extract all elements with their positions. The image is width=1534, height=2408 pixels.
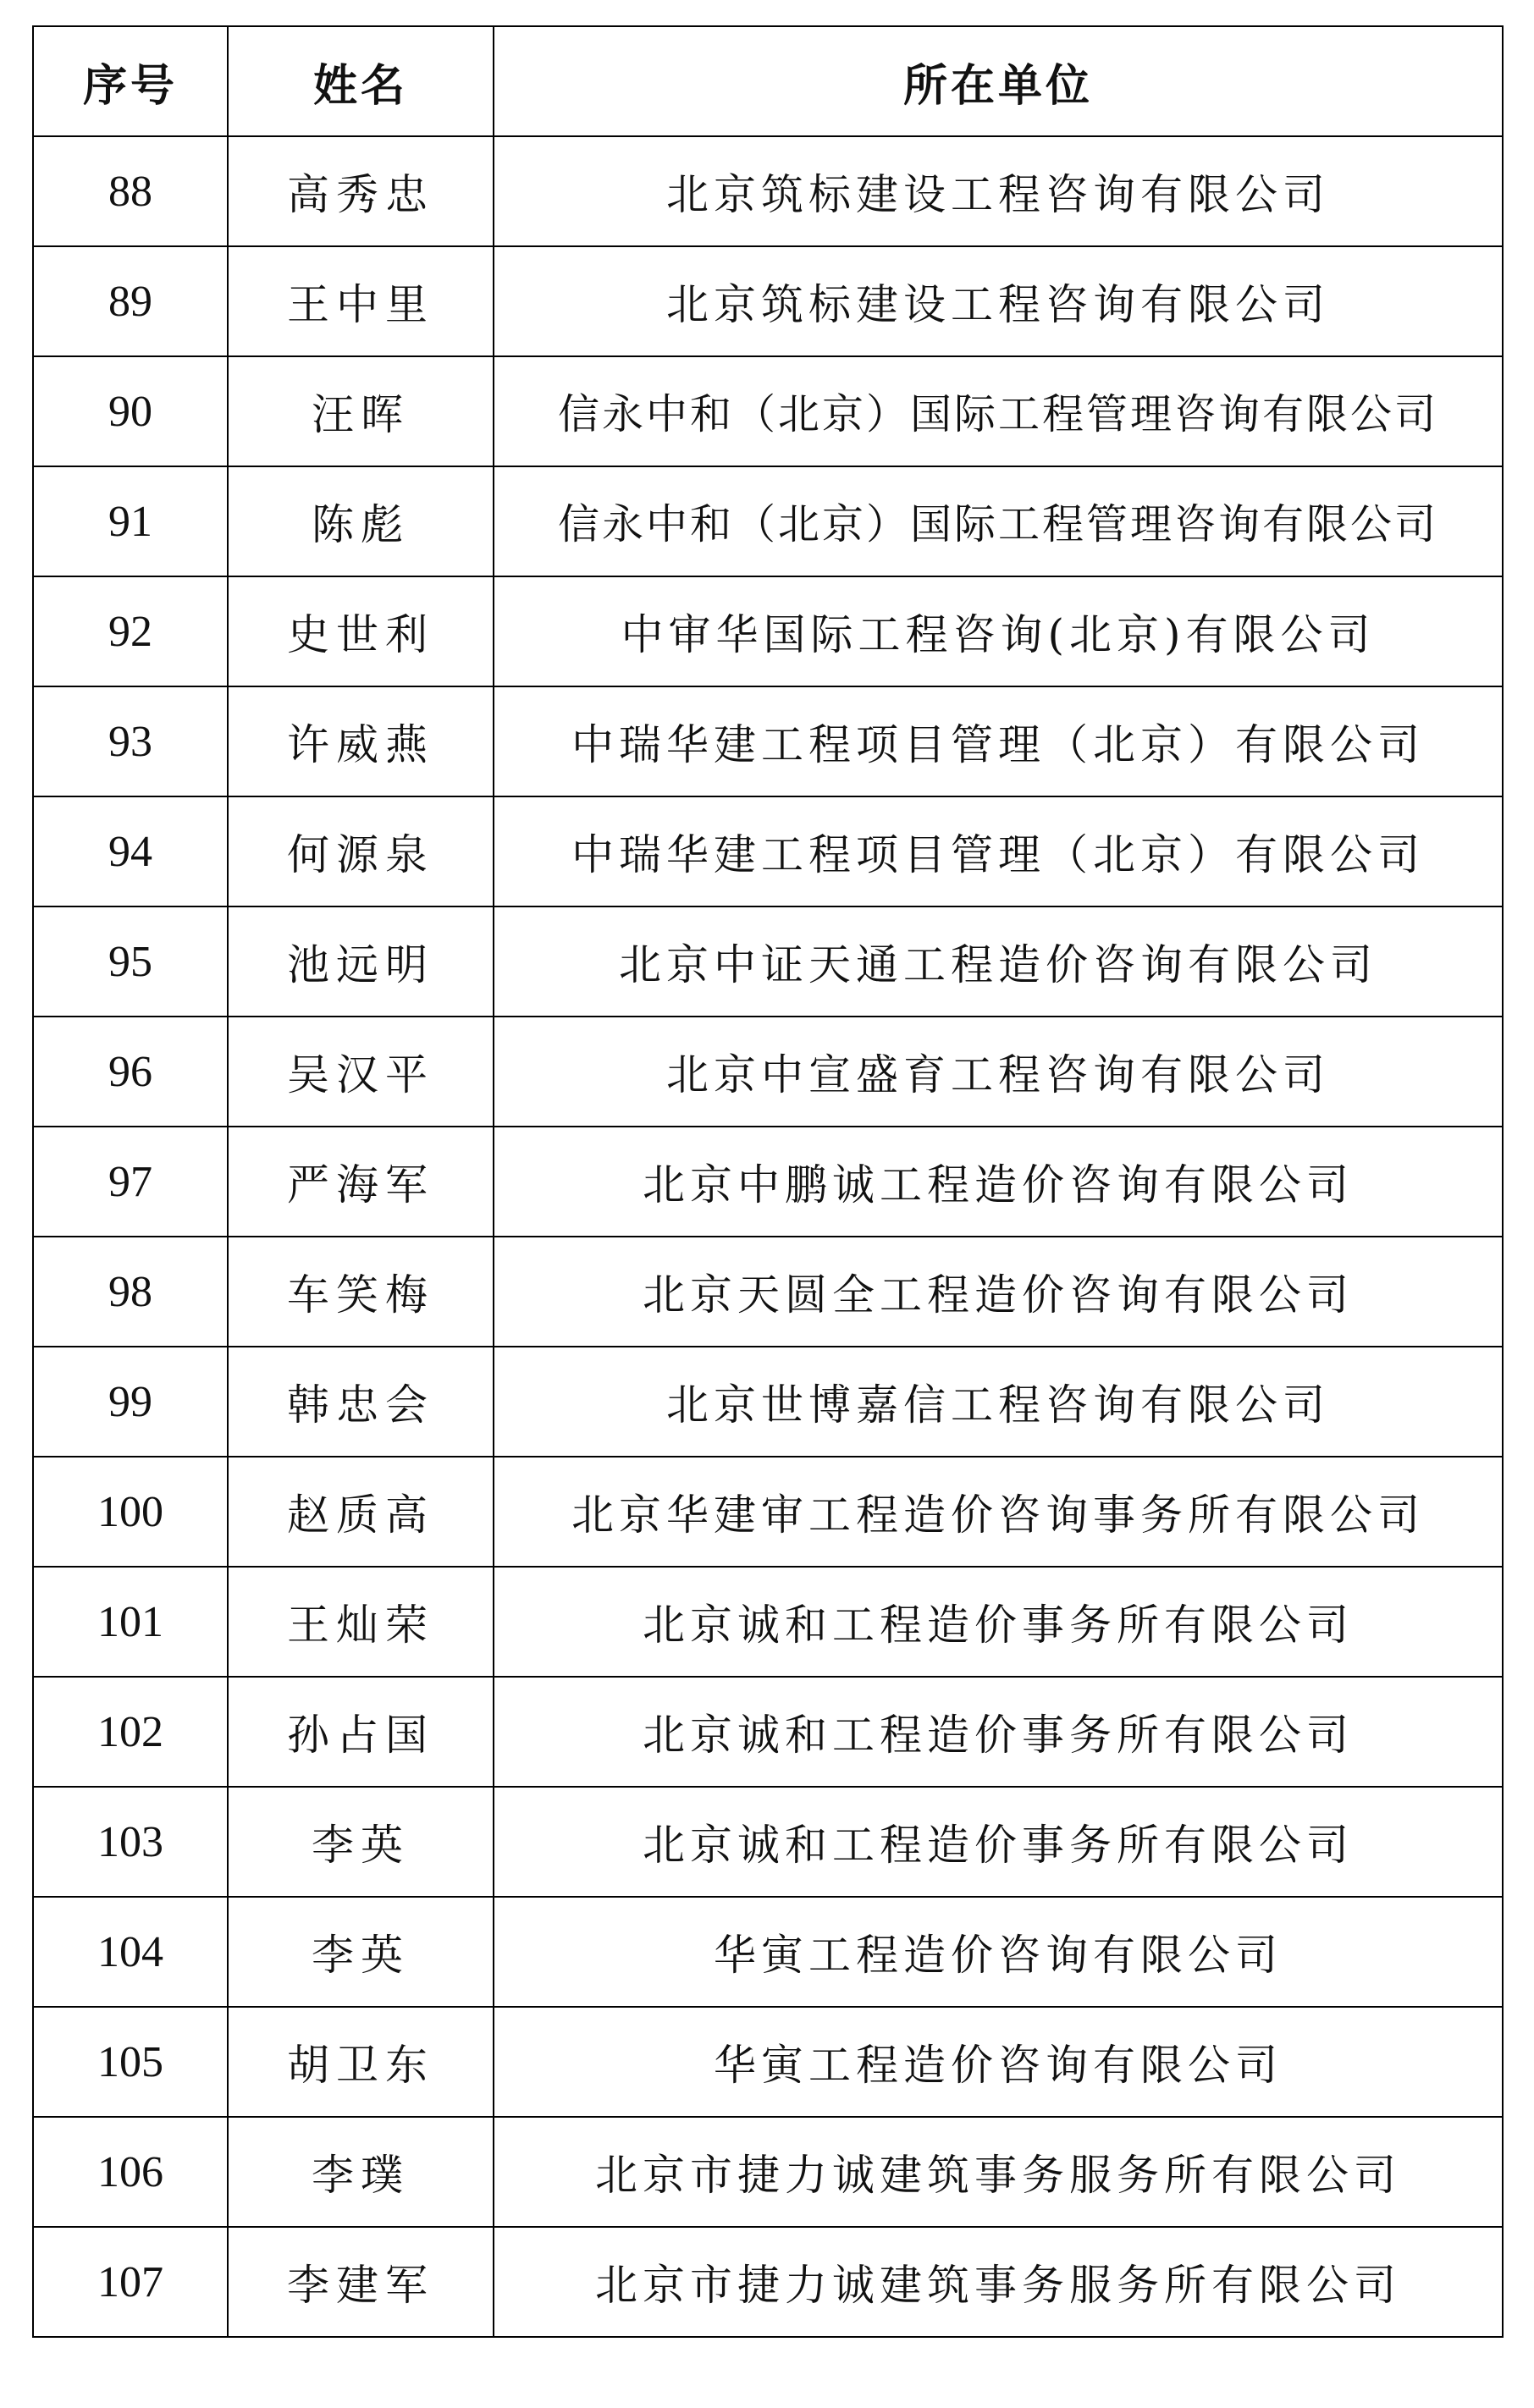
table-row [33, 796, 1503, 906]
cell-index: 107 [33, 2227, 228, 2337]
cell-index: 96 [33, 1017, 228, 1127]
cell-unit: 华寅工程造价咨询有限公司 [494, 2007, 1503, 2117]
cell-name: 王中里 [228, 246, 494, 356]
cell-unit: 北京中鹏诚工程造价咨询有限公司 [494, 1127, 1503, 1237]
table-row [33, 576, 1503, 686]
cell-unit: 北京世博嘉信工程咨询有限公司 [494, 1347, 1503, 1457]
cell-index: 106 [33, 2117, 228, 2227]
table-row [33, 1787, 1503, 1897]
cell-index: 97 [33, 1127, 228, 1237]
cell-name: 史世利 [228, 576, 494, 686]
cell-unit: 中审华国际工程咨询(北京)有限公司 [494, 576, 1503, 686]
cell-name: 吴汉平 [228, 1017, 494, 1127]
cell-index: 95 [33, 906, 228, 1017]
cell-index: 89 [33, 246, 228, 356]
cell-name: 车笑梅 [228, 1237, 494, 1347]
cell-index: 88 [33, 136, 228, 246]
cell-unit: 北京市捷力诚建筑事务服务所有限公司 [494, 2227, 1503, 2337]
cell-unit: 北京筑标建设工程咨询有限公司 [494, 246, 1503, 356]
table-row [33, 1347, 1503, 1457]
header-row [33, 26, 1503, 136]
table-row [33, 1567, 1503, 1677]
table-row [33, 2227, 1503, 2337]
cell-unit: 中瑞华建工程项目管理（北京）有限公司 [494, 796, 1503, 906]
table-row [33, 906, 1503, 1017]
cell-name: 李英 [228, 1787, 494, 1897]
table-row [33, 356, 1503, 466]
cell-unit: 北京诚和工程造价事务所有限公司 [494, 1567, 1503, 1677]
table-row [33, 1017, 1503, 1127]
cell-name: 陈彪 [228, 466, 494, 576]
header-index: 序号 [33, 26, 228, 136]
cell-index: 90 [33, 356, 228, 466]
table-row [33, 1897, 1503, 2007]
table-row [33, 2117, 1503, 2227]
cell-name: 李璞 [228, 2117, 494, 2227]
header-unit: 所在单位 [494, 26, 1503, 136]
table-row [33, 136, 1503, 246]
cell-unit: 北京华建审工程造价咨询事务所有限公司 [494, 1457, 1503, 1567]
cell-name: 韩忠会 [228, 1347, 494, 1457]
cell-unit: 北京中宣盛育工程咨询有限公司 [494, 1017, 1503, 1127]
cell-index: 102 [33, 1677, 228, 1787]
cell-index: 92 [33, 576, 228, 686]
cell-index: 101 [33, 1567, 228, 1677]
cell-unit: 信永中和（北京）国际工程管理咨询有限公司 [494, 356, 1503, 466]
cell-name: 严海军 [228, 1127, 494, 1237]
cell-index: 103 [33, 1787, 228, 1897]
header-name: 姓名 [228, 26, 494, 136]
table-row [33, 1457, 1503, 1567]
table-row [33, 1237, 1503, 1347]
cell-name: 王灿荣 [228, 1567, 494, 1677]
table-row [33, 1127, 1503, 1237]
cell-name: 何源泉 [228, 796, 494, 906]
cell-unit: 北京诚和工程造价事务所有限公司 [494, 1677, 1503, 1787]
cell-name: 高秀忠 [228, 136, 494, 246]
cell-unit: 北京中证天通工程造价咨询有限公司 [494, 906, 1503, 1017]
cell-index: 93 [33, 686, 228, 796]
cell-index: 100 [33, 1457, 228, 1567]
table-header [33, 26, 1503, 136]
cell-index: 91 [33, 466, 228, 576]
table-row [33, 246, 1503, 356]
table-row [33, 466, 1503, 576]
cell-name: 汪晖 [228, 356, 494, 466]
cell-unit: 北京市捷力诚建筑事务服务所有限公司 [494, 2117, 1503, 2227]
cell-name: 许威燕 [228, 686, 494, 796]
cell-unit: 华寅工程造价咨询有限公司 [494, 1897, 1503, 2007]
table-body [33, 136, 1503, 2337]
cell-index: 104 [33, 1897, 228, 2007]
cell-unit: 北京诚和工程造价事务所有限公司 [494, 1787, 1503, 1897]
cell-name: 孙占国 [228, 1677, 494, 1787]
table-row [33, 686, 1503, 796]
cell-name: 李建军 [228, 2227, 494, 2337]
cell-unit: 中瑞华建工程项目管理（北京）有限公司 [494, 686, 1503, 796]
cell-name: 池远明 [228, 906, 494, 1017]
cell-name: 胡卫东 [228, 2007, 494, 2117]
cell-index: 94 [33, 796, 228, 906]
cell-unit: 信永中和（北京）国际工程管理咨询有限公司 [494, 466, 1503, 576]
cell-index: 98 [33, 1237, 228, 1347]
table-row [33, 2007, 1503, 2117]
cell-name: 李英 [228, 1897, 494, 2007]
cell-unit: 北京天圆全工程造价咨询有限公司 [494, 1237, 1503, 1347]
cell-name: 赵质高 [228, 1457, 494, 1567]
table-row [33, 1677, 1503, 1787]
cell-unit: 北京筑标建设工程咨询有限公司 [494, 136, 1503, 246]
cell-index: 99 [33, 1347, 228, 1457]
cell-index: 105 [33, 2007, 228, 2117]
roster-table [32, 25, 1504, 2338]
